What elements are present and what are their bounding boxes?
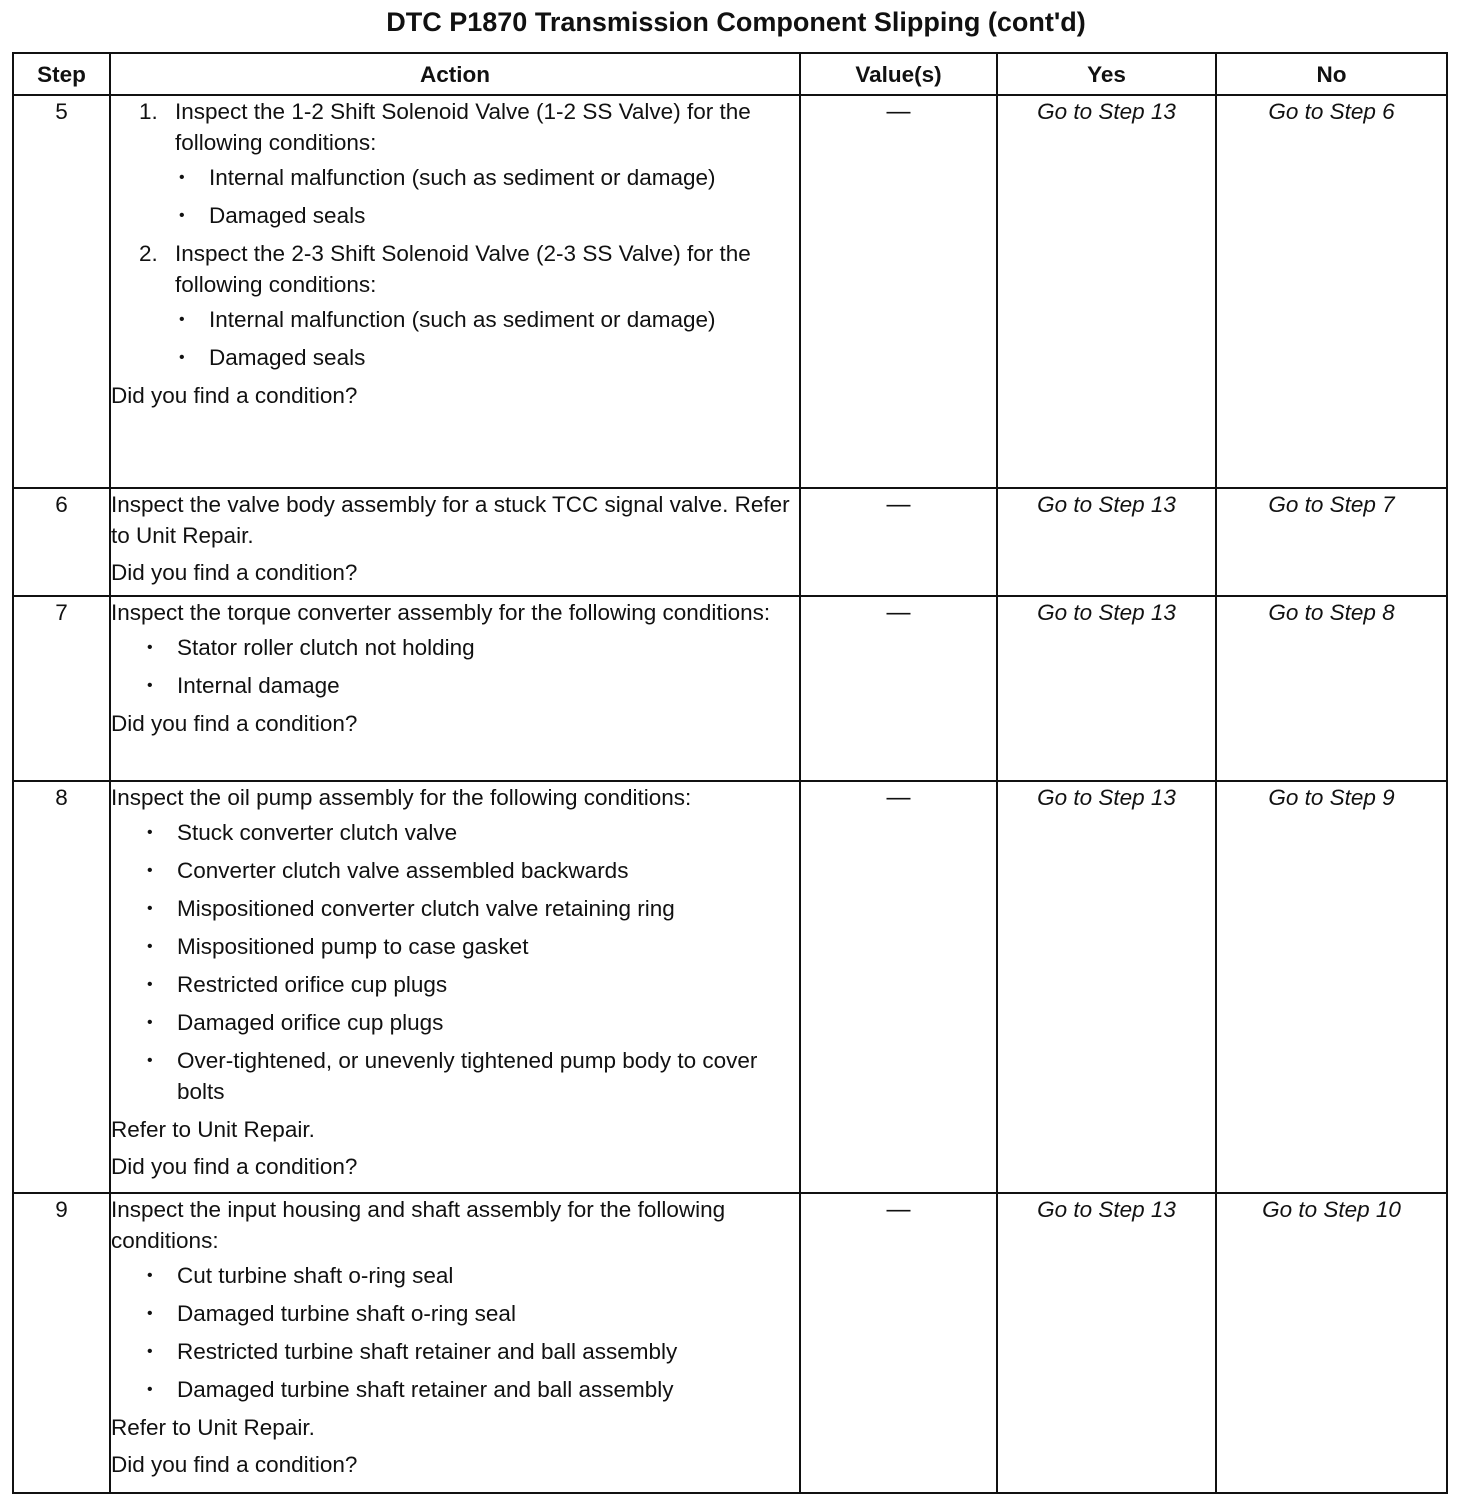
question-text: Did you find a condition? bbox=[111, 711, 358, 736]
list-item: • Restricted turbine shaft retainer and ball assembly bbox=[143, 1336, 799, 1367]
refer-text: Refer to Unit Repair. bbox=[111, 1415, 315, 1440]
list-item: • Damaged turbine shaft o-ring seal bbox=[143, 1298, 799, 1329]
header-action: Action bbox=[110, 53, 800, 95]
intro-text: Inspect the oil pump assembly for the following conditions: bbox=[111, 785, 692, 810]
table-row-step-6 bbox=[13, 488, 1447, 596]
list-item: • Damaged seals bbox=[175, 342, 799, 373]
intro-text: Inspect the torque converter assembly for the following conditions: bbox=[111, 600, 771, 625]
step-number: 7 bbox=[13, 596, 110, 781]
bullet-list bbox=[143, 632, 799, 701]
question-text: Did you find a condition? bbox=[111, 560, 358, 585]
table-row-step-7 bbox=[13, 596, 1447, 781]
no-result: Go to Step 10 bbox=[1216, 1193, 1447, 1493]
yes-result: Go to Step 13 bbox=[997, 781, 1216, 1193]
header-no: No bbox=[1216, 53, 1447, 95]
list-item: • Internal malfunction (such as sediment or damage) bbox=[175, 162, 799, 193]
no-result: Go to Step 7 bbox=[1216, 488, 1447, 596]
intro-text: Inspect the valve body assembly for a stuck TCC signal valve. Refer to Unit Repair. bbox=[111, 492, 790, 548]
intro-text: Inspect the input housing and shaft assembly for the following conditions: bbox=[111, 1197, 726, 1253]
question-text: Did you find a condition? bbox=[111, 1154, 358, 1179]
question-text: Did you find a condition? bbox=[111, 1452, 358, 1477]
action-cell bbox=[110, 488, 800, 596]
list-item: • Mispositioned converter clutch valve retaining ring bbox=[143, 893, 799, 924]
list-item: • Damaged orifice cup plugs bbox=[143, 1007, 799, 1038]
yes-result: Go to Step 13 bbox=[997, 596, 1216, 781]
no-result: Go to Step 8 bbox=[1216, 596, 1447, 781]
header-yes: Yes bbox=[997, 53, 1216, 95]
bullet-list bbox=[143, 1260, 799, 1405]
list-item: • Internal malfunction (such as sediment or damage) bbox=[175, 304, 799, 335]
list-item: • Internal damage bbox=[143, 670, 799, 701]
step-number: 9 bbox=[13, 1193, 110, 1493]
yes-result: Go to Step 13 bbox=[997, 1193, 1216, 1493]
yes-result: Go to Step 13 bbox=[997, 95, 1216, 488]
list-item: • Restricted orifice cup plugs bbox=[143, 969, 799, 1000]
diagnostic-table bbox=[12, 52, 1448, 1494]
header-row bbox=[13, 53, 1447, 95]
item-number: 2. bbox=[139, 241, 158, 266]
table-row-step-9 bbox=[13, 1193, 1447, 1493]
list-item: • Damaged seals bbox=[175, 200, 799, 231]
item-text: Inspect the 2-3 Shift Solenoid Valve (2-3 SS Valve) for the following conditions: bbox=[175, 241, 751, 297]
no-result: Go to Step 9 bbox=[1216, 781, 1447, 1193]
value-cell: — bbox=[800, 596, 997, 781]
value-cell: — bbox=[800, 95, 997, 488]
no-result: Go to Step 6 bbox=[1216, 95, 1447, 488]
action-cell bbox=[110, 1193, 800, 1493]
table-row-step-8 bbox=[13, 781, 1447, 1193]
header-values: Value(s) bbox=[800, 53, 997, 95]
value-cell: — bbox=[800, 1193, 997, 1493]
list-item: • Damaged turbine shaft retainer and ball assembly bbox=[143, 1374, 799, 1405]
item-number: 1. bbox=[139, 99, 158, 124]
bullet-list bbox=[143, 817, 799, 1107]
bullet-list bbox=[175, 162, 799, 231]
value-cell: — bbox=[800, 488, 997, 596]
step-number: 8 bbox=[13, 781, 110, 1193]
page-title: DTC P1870 Transmission Component Slipping (cont'd) bbox=[386, 7, 1086, 37]
list-item: • Stuck converter clutch valve bbox=[143, 817, 799, 848]
numbered-item bbox=[139, 238, 799, 300]
list-item: • Over-tightened, or unevenly tightened pump body to cover bolts bbox=[143, 1045, 799, 1107]
list-item: • Mispositioned pump to case gasket bbox=[143, 931, 799, 962]
action-cell bbox=[110, 596, 800, 781]
value-cell: — bbox=[800, 781, 997, 1193]
list-item: • Cut turbine shaft o-ring seal bbox=[143, 1260, 799, 1291]
item-text: Inspect the 1-2 Shift Solenoid Valve (1-2 SS Valve) for the following conditions: bbox=[175, 99, 751, 155]
step-number: 6 bbox=[13, 488, 110, 596]
list-item: • Stator roller clutch not holding bbox=[143, 632, 799, 663]
bullet-list bbox=[175, 304, 799, 373]
header-step: Step bbox=[13, 53, 110, 95]
numbered-item bbox=[139, 96, 799, 158]
yes-result: Go to Step 13 bbox=[997, 488, 1216, 596]
list-item: • Converter clutch valve assembled backwards bbox=[143, 855, 799, 886]
action-cell bbox=[110, 95, 800, 488]
step-number: 5 bbox=[13, 95, 110, 488]
question-text: Did you find a condition? bbox=[111, 383, 358, 408]
refer-text: Refer to Unit Repair. bbox=[111, 1117, 315, 1142]
action-cell bbox=[110, 781, 800, 1193]
table-row-step-5 bbox=[13, 95, 1447, 488]
